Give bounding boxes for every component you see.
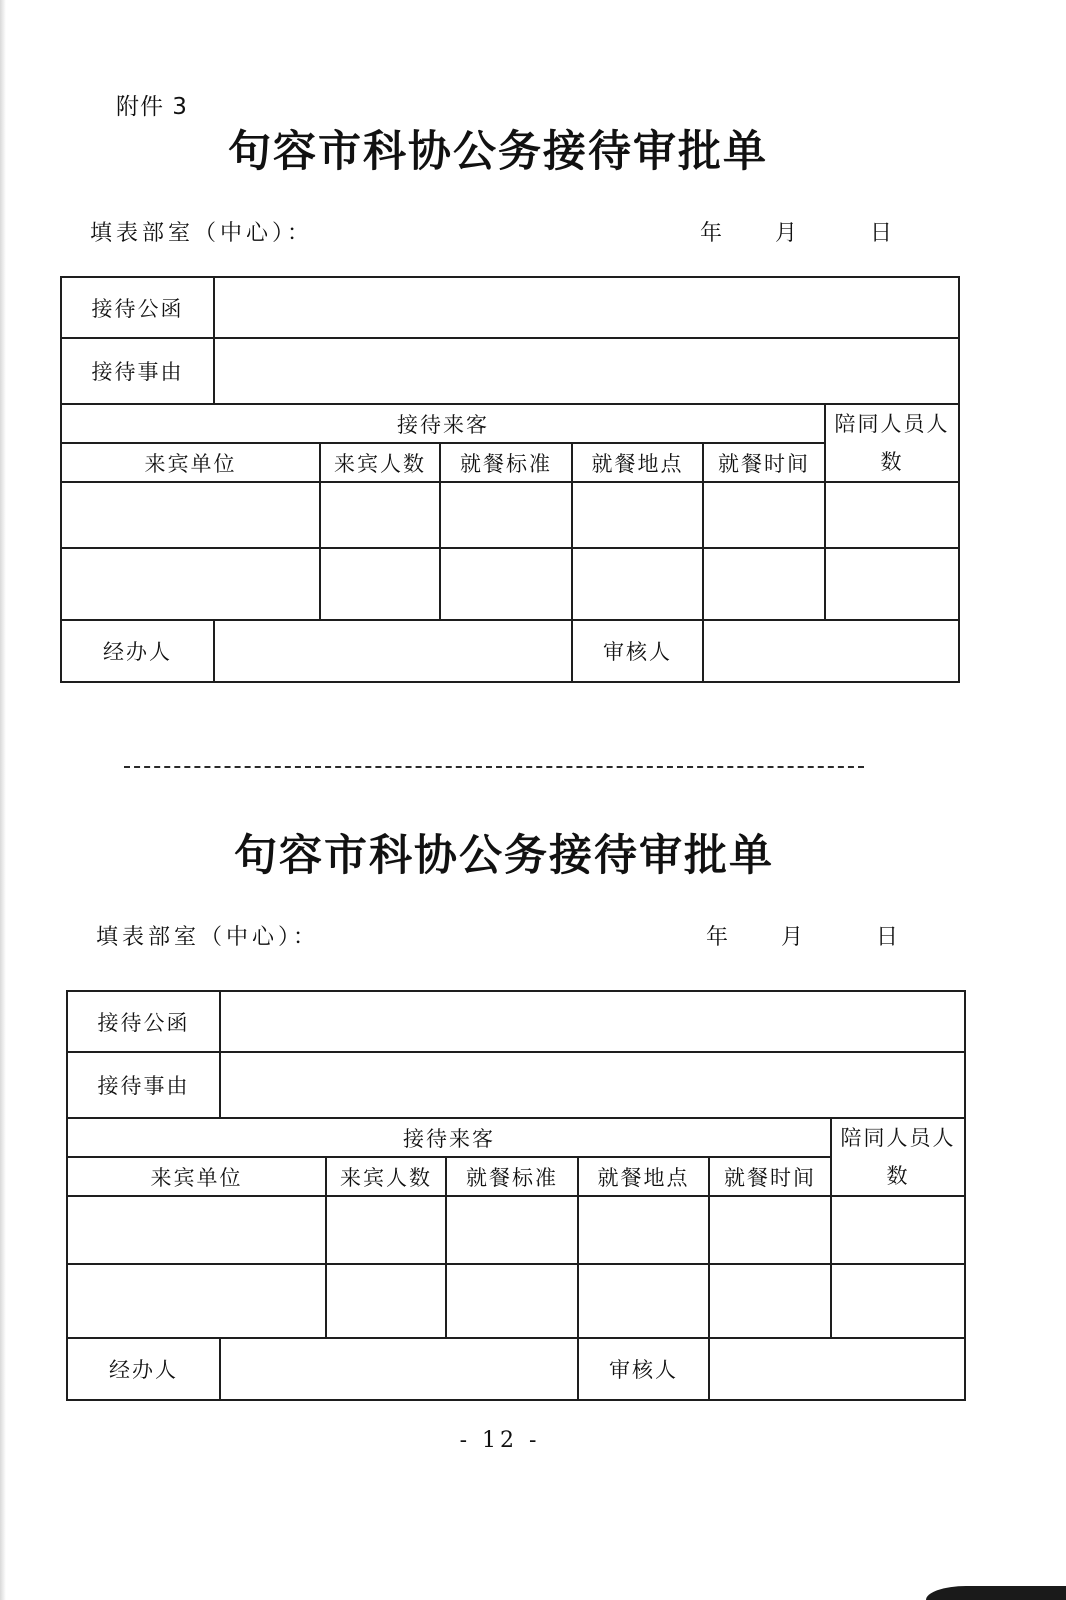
- approval-table: [66, 990, 966, 1401]
- guest-unit-cell[interactable]: [67, 1264, 326, 1338]
- reviewer-label: 审核人: [578, 1338, 709, 1400]
- day-label: 日: [876, 925, 899, 950]
- guest-count-cell[interactable]: [326, 1196, 446, 1264]
- accompany-cell[interactable]: [831, 1196, 965, 1264]
- month-label: 月: [775, 221, 798, 246]
- col-meal-time: 就餐时间: [709, 1157, 831, 1196]
- meal-standard-cell[interactable]: [446, 1264, 578, 1338]
- letter-label: 接待公函: [61, 277, 214, 338]
- meal-time-cell[interactable]: [709, 1196, 831, 1264]
- dept-label: 填表部室（中心）：: [90, 221, 314, 246]
- letter-field[interactable]: [214, 277, 959, 338]
- form-meta-row: [90, 216, 950, 256]
- form-title: 句容市科协公务接待审批单: [228, 127, 768, 177]
- cut-line-divider: [124, 766, 864, 768]
- col-meal-standard: 就餐标准: [446, 1157, 578, 1196]
- col-meal-place: 就餐地点: [572, 443, 703, 482]
- col-meal-place: 就餐地点: [578, 1157, 709, 1196]
- accompany-label: 陪同人员人数: [825, 404, 959, 482]
- reviewer-field[interactable]: [709, 1338, 965, 1400]
- col-guest-count: 来宾人数: [320, 443, 440, 482]
- form-meta-row: [96, 920, 956, 960]
- letter-field[interactable]: [220, 991, 965, 1052]
- meal-standard-cell[interactable]: [446, 1196, 578, 1264]
- scan-corner-mark: [926, 1586, 1066, 1600]
- reason-label: 接待事由: [61, 338, 214, 404]
- handler-label: 经办人: [67, 1338, 220, 1400]
- accompany-cell[interactable]: [825, 548, 959, 620]
- attachment-label: 附件 3: [116, 94, 188, 120]
- col-meal-time: 就餐时间: [703, 443, 825, 482]
- year-label: 年: [706, 925, 729, 950]
- dept-label: 填表部室（中心）：: [96, 925, 320, 950]
- month-label: 月: [781, 925, 804, 950]
- accompany-label: 陪同人员人数: [831, 1118, 965, 1196]
- reviewer-field[interactable]: [703, 620, 959, 682]
- reason-label: 接待事由: [67, 1052, 220, 1118]
- day-label: 日: [870, 221, 893, 246]
- reviewer-label: 审核人: [572, 620, 703, 682]
- guests-header: 接待来客: [67, 1118, 831, 1157]
- guest-count-cell[interactable]: [326, 1264, 446, 1338]
- letter-label: 接待公函: [67, 991, 220, 1052]
- handler-label: 经办人: [61, 620, 214, 682]
- col-guest-unit: 来宾单位: [61, 443, 320, 482]
- guest-count-cell[interactable]: [320, 482, 440, 548]
- col-guest-unit: 来宾单位: [67, 1157, 326, 1196]
- handler-field[interactable]: [214, 620, 572, 682]
- meal-time-cell[interactable]: [703, 482, 825, 548]
- reason-field[interactable]: [214, 338, 959, 404]
- year-label: 年: [700, 221, 723, 246]
- guests-header: 接待来客: [61, 404, 825, 443]
- page-number: - 12 -: [459, 1428, 541, 1453]
- guest-count-cell[interactable]: [320, 548, 440, 620]
- meal-time-cell[interactable]: [703, 548, 825, 620]
- accompany-cell[interactable]: [831, 1264, 965, 1338]
- meal-place-cell[interactable]: [578, 1196, 709, 1264]
- approval-table: [60, 276, 960, 683]
- meal-place-cell[interactable]: [572, 482, 703, 548]
- handler-field[interactable]: [220, 1338, 578, 1400]
- meal-standard-cell[interactable]: [440, 548, 572, 620]
- col-guest-count: 来宾人数: [326, 1157, 446, 1196]
- meal-time-cell[interactable]: [709, 1264, 831, 1338]
- guest-unit-cell[interactable]: [61, 548, 320, 620]
- form-title: 句容市科协公务接待审批单: [234, 831, 774, 881]
- meal-standard-cell[interactable]: [440, 482, 572, 548]
- meal-place-cell[interactable]: [572, 548, 703, 620]
- guest-unit-cell[interactable]: [61, 482, 320, 548]
- accompany-cell[interactable]: [825, 482, 959, 548]
- scan-edge-shadow: [0, 0, 6, 1600]
- meal-place-cell[interactable]: [578, 1264, 709, 1338]
- reason-field[interactable]: [220, 1052, 965, 1118]
- col-meal-standard: 就餐标准: [440, 443, 572, 482]
- guest-unit-cell[interactable]: [67, 1196, 326, 1264]
